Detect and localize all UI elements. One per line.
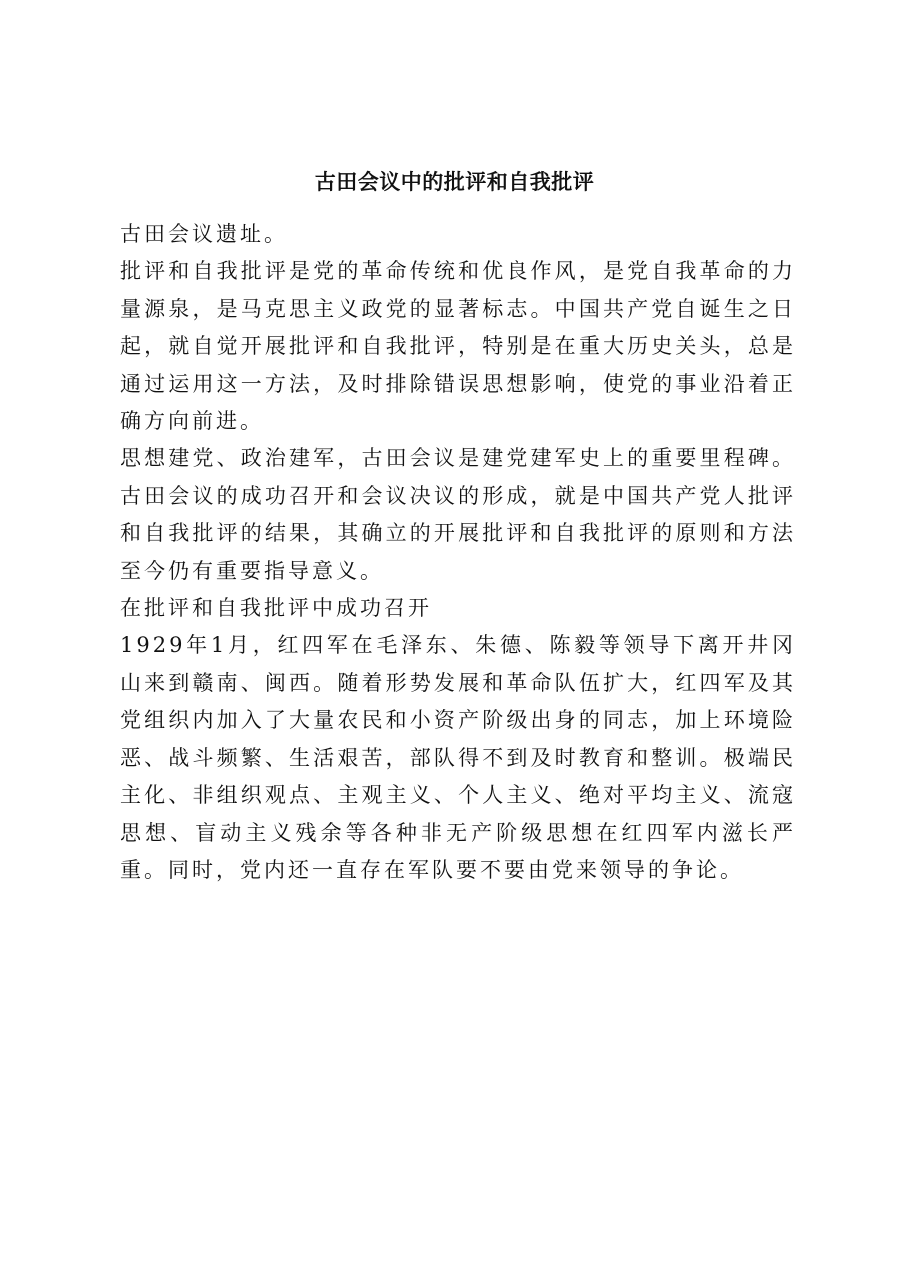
paragraph-milestone: 思想建党、政治建军，古田会议是建党建军史上的重要里程碑。古田会议的成功召开和会议决议的形成，就是中国共产党人批评和自我批评的结果，其确立的开展批评和自我批评的原则和方法至今仍有重要指导意义。 <box>120 446 796 583</box>
paragraph-caption: 古田会议遗址。 <box>120 222 288 246</box>
document-title: 古田会议中的批评和自我批评 <box>314 169 595 194</box>
section-heading: 在批评和自我批评中成功召开 <box>120 596 432 621</box>
paragraph-history: 1929年1月，红四军在毛泽东、朱德、陈毅等领导下离开井冈山来到赣南、闽西。随着形势发展和革命队伍扩大，红四军及其党组织内加入了大量农民和小资产阶级出身的同志，加上环境险恶、战斗频繁、生活艰苦，部队得不到及时教育和整训。极端民主化、非组织观点、主观主义、个人主义、绝对平均主义、流寇思想、盲动主义残余等各种非无产阶级思想在红四军内滋长严重。同时，党内还一直存在军队要不要由党来领导的争论。 <box>120 633 796 882</box>
document-body <box>120 216 796 889</box>
paragraph-intro: 批评和自我批评是党的革命传统和优良作风，是党自我革命的力量源泉，是马克思主义政党的显著标志。中国共产党自诞生之日起，就自觉开展批评和自我批评，特别是在重大历史关头，总是通过运用这一方法，及时排除错误思想影响，使党的事业沿着正确方向前进。 <box>120 259 796 434</box>
